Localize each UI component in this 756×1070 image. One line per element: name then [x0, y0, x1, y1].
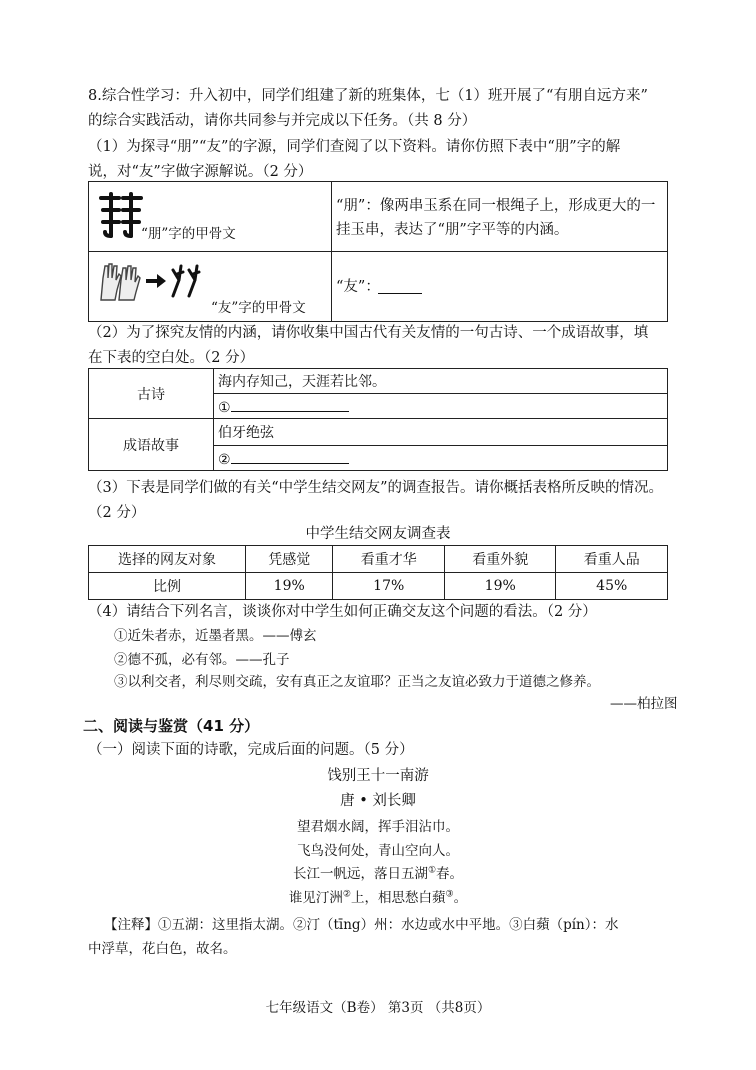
survey-value-cell: 19%	[246, 573, 333, 600]
poem-line-4-text: 谁见汀洲	[288, 890, 343, 906]
idiom-answer-blank[interactable]	[231, 449, 349, 464]
you-answer-cell[interactable]	[332, 252, 668, 322]
page-footer: 七年级语文（B卷） 第3页 （共8页）	[265, 1000, 491, 1016]
poem-line-3-text: 长江一帆远，落日五湖	[292, 866, 428, 882]
you-caption: “友”字的甲骨文	[211, 300, 306, 316]
poem-answer-blank[interactable]	[231, 397, 349, 412]
footnote-ref-3: ③	[445, 889, 454, 900]
poem-line-1: 望君烟水阔，挥手泪沾巾。	[297, 819, 459, 835]
quote-1: ①近朱者赤，近墨者黑。——傅玄	[114, 628, 317, 644]
survey-table	[88, 545, 668, 600]
poem-blank-cell[interactable]	[214, 394, 668, 419]
survey-row-label: 比例	[89, 573, 246, 600]
survey-header-row	[89, 546, 668, 573]
poem-line-3	[0, 864, 756, 884]
poem-line-2: 飞鸟没何处，青山空向人。	[297, 843, 459, 859]
poem-line-3-end: 春。	[436, 866, 464, 882]
survey-value-cell: 19%	[444, 573, 556, 600]
peng-oracle-cell	[89, 182, 332, 252]
you-answer-label: “友”：	[336, 279, 380, 295]
poem-line-4-mid: 上，相思愁白蘋	[351, 890, 446, 906]
idiom-given-cell: 伯牙绝弦	[214, 419, 668, 446]
idiom-label-cell: 成语故事	[89, 419, 214, 471]
poem-given-cell: 海内存知己，天涯若比邻。	[214, 369, 668, 394]
footnote-ref-2: ②	[342, 889, 351, 900]
quote-3-author: ——柏拉图	[610, 696, 678, 712]
survey-header-cell: 凭感觉	[246, 546, 333, 573]
blank2-marker: ②	[218, 451, 231, 468]
survey-value-cell: 17%	[333, 573, 445, 600]
section2-sub1: （一）阅读下面的诗歌，完成后面的问题。（5 分）	[88, 742, 414, 758]
poem-line-4-end: 。	[453, 890, 468, 906]
poem-label-cell: 古诗	[89, 369, 214, 419]
blank1-marker: ①	[218, 399, 231, 416]
q8-part3-line1: （3）下表是同学们做的有关“中学生结交网友”的调查报告。请你概括表格所反映的情况。	[88, 480, 664, 496]
char-origin-table	[88, 181, 668, 322]
peng-desc-line2: 挂玉串，表达了“朋”字平等的内涵。	[336, 222, 569, 238]
q8-part3-line2: （2 分）	[88, 505, 146, 521]
q8-part1-line2: 说，对“友”字做字源解说。（2 分）	[88, 164, 313, 180]
survey-header-cell: 选择的网友对象	[89, 546, 246, 573]
q8-part4-line: （4）请结合下列名言，谈谈你对中学生如何正确交友这个问题的看法。（2 分）	[88, 604, 597, 620]
survey-value-cell: 45%	[556, 573, 668, 600]
footnote-ref-1: ①	[427, 865, 437, 876]
poem-title: 饯别王十一南游	[327, 768, 429, 784]
poem-line-4	[0, 888, 756, 908]
poem-author: 唐 • 刘长卿	[340, 793, 416, 809]
you-answer-blank[interactable]	[378, 279, 422, 294]
idiom-blank-cell[interactable]	[214, 446, 668, 471]
q8-part1-line1: （1）为探寻“朋”“友”的字源，同学们查阅了以下资料。请你仿照下表中“朋”字的解	[88, 139, 621, 155]
section2-heading: 二、阅读与鉴赏（41 分）	[83, 717, 260, 735]
survey-header-cell: 看重才华	[333, 546, 445, 573]
q8-part2-line1: （2）为了探究友情的内涵，请你收集中国古代有关友情的一句古诗、一个成语故事，填	[88, 325, 649, 341]
peng-desc-line1: “朋”：像两串玉系在同一根绳子上，形成更大的一	[336, 198, 656, 214]
friendship-table	[88, 368, 668, 471]
poem-note-line2: 中浮草，花白色，故名。	[88, 941, 237, 957]
peng-description-cell	[332, 182, 668, 252]
q8-part2-line2: 在下表的空白处。（2 分）	[88, 350, 255, 366]
peng-caption: “朋”字的甲骨文	[141, 226, 236, 242]
arrow-right-icon	[146, 274, 166, 288]
quote-3: ③以利交者，利尽则交疏，安有真正之友谊耶？正当之友谊必致力于道德之修养。	[114, 674, 600, 690]
peng-oracle-bone-icon	[97, 190, 145, 240]
survey-data-row	[89, 573, 668, 600]
hands-icon	[97, 260, 143, 304]
q8-intro-line1: 8.综合性学习：升入初中，同学们组建了新的班集体，七（1）班开展了“有朋自远方来”	[88, 88, 648, 104]
poem-note-line1: 【注释】①五湖：这里指太湖。②汀（tīng）州：水边或水中平地。③白蘋（pín）：水	[104, 917, 619, 933]
you-oracle-bone-icon	[169, 262, 205, 302]
you-oracle-cell	[89, 252, 332, 322]
quote-2: ②德不孤，必有邻。——孔子	[114, 652, 290, 668]
survey-header-cell: 看重人品	[556, 546, 668, 573]
survey-title: 中学生结交网友调查表	[305, 526, 451, 542]
q8-intro-line2: 的综合实践活动，请你共同参与并完成以下任务。（共 8 分）	[88, 113, 477, 129]
survey-header-cell: 看重外貌	[444, 546, 556, 573]
